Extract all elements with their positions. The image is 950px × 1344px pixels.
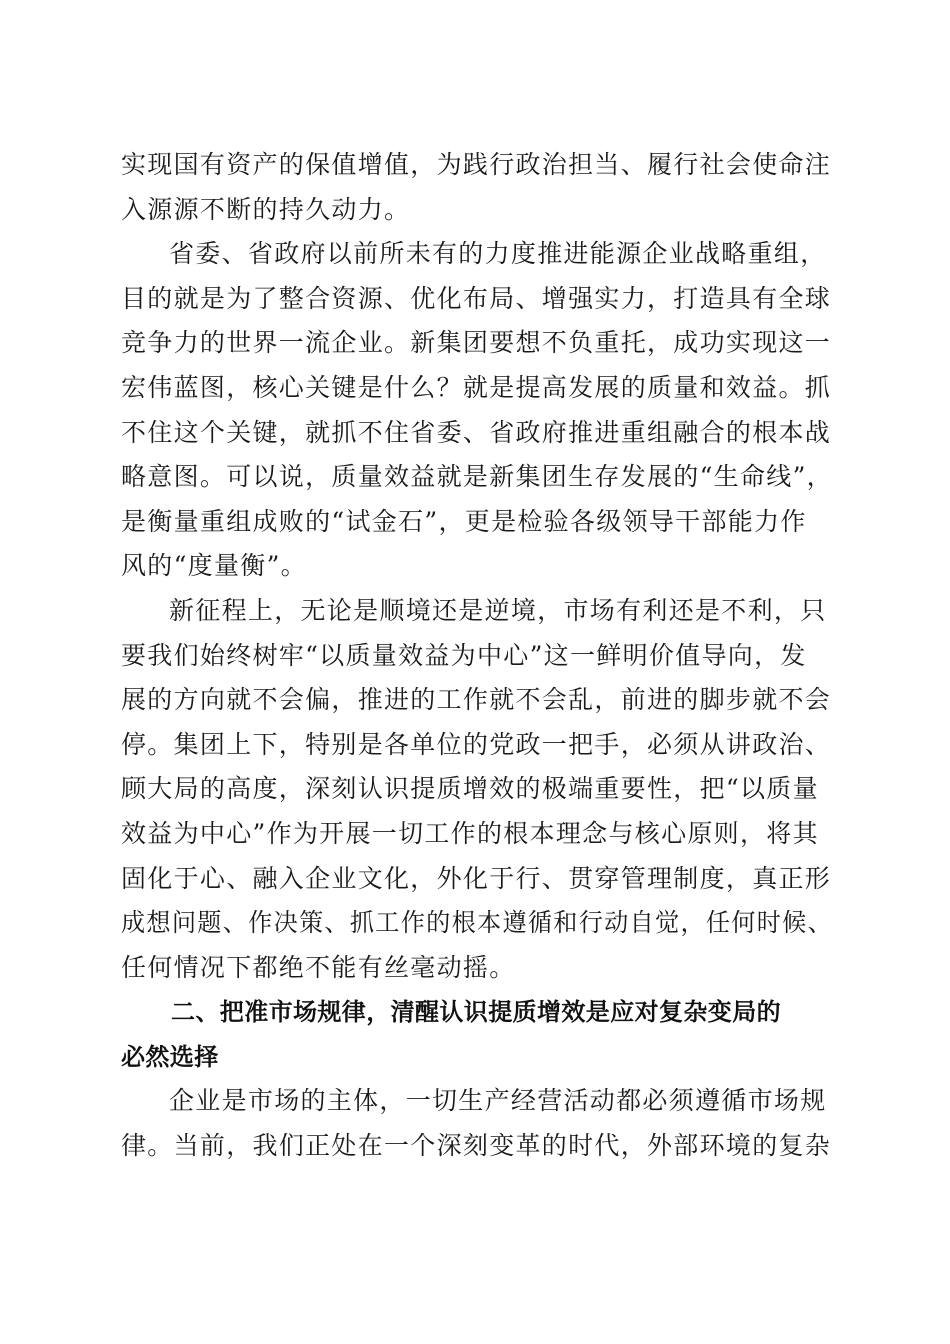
paragraph-line: 效益为中心”作为开展一切工作的根本理念与核心原则，将其 [121,818,819,848]
paragraph-line: 不住这个关键，就抓不住省委、省政府推进重组融合的根本战 [121,417,832,447]
paragraph-line: 目的就是为了整合资源、优化布局、增强实力，打造具有全球 [121,283,832,313]
section-heading-line: 必然选择 [121,1042,219,1071]
paragraph-line: 顾大局的高度，深刻认识提质增效的极端重要性，把“以质量 [121,774,819,804]
paragraph-line: 是衡量重组成败的“试金石”，更是检验各级领导干部能力作 [121,506,807,536]
paragraph-line: 竞争力的世界一流企业。新集团要想不负重托，成功实现这一 [121,328,832,358]
paragraph-line: 停。集团上下，特别是各单位的党政一把手，必须从讲政治、 [121,729,832,759]
section-heading-line: 二、把准市场规律，清醒认识提质增效是应对复杂变局的 [171,998,781,1027]
paragraph-line: 入源源不断的持久动力。 [121,194,411,224]
paragraph-line: 展的方向就不会偏，推进的工作就不会乱，前进的脚步就不会 [121,685,832,715]
paragraph-line: 宏伟蓝图，核心关键是什么？就是提高发展的质量和效益。抓 [121,372,832,402]
paragraph-line: 律。当前，我们正处在一个深刻变革的时代，外部环境的复杂 [121,1131,832,1161]
paragraph-line: 固化于心、融入企业文化，外化于行、贯穿管理制度，真正形 [121,863,832,893]
paragraph-line: 新征程上，无论是顺境还是逆境，市场有利还是不利，只 [169,595,827,625]
paragraph-line: 实现国有资产的保值增值，为践行政治担当、履行社会使命注 [121,150,832,179]
paragraph-line: 要我们始终树牢“以质量效益为中心”这一鲜明价值导向，发 [121,640,807,670]
paragraph-line: 略意图。可以说，质量效益就是新集团生存发展的“生命线”， [121,462,833,492]
paragraph-line: 省委、省政府以前所未有的力度推进能源企业战略重组， [169,239,827,269]
paragraph-line: 任何情况下都绝不能有丝毫动摇。 [121,952,516,982]
paragraph-line: 企业是市场的主体，一切生产经营活动都必须遵循市场规 [169,1086,827,1116]
document-body [121,143,833,1169]
paragraph-line: 风的“度量衡”。 [121,551,307,581]
paragraph-line: 成想问题、作决策、抓工作的根本遵循和行动自觉，任何时候、 [121,908,834,938]
